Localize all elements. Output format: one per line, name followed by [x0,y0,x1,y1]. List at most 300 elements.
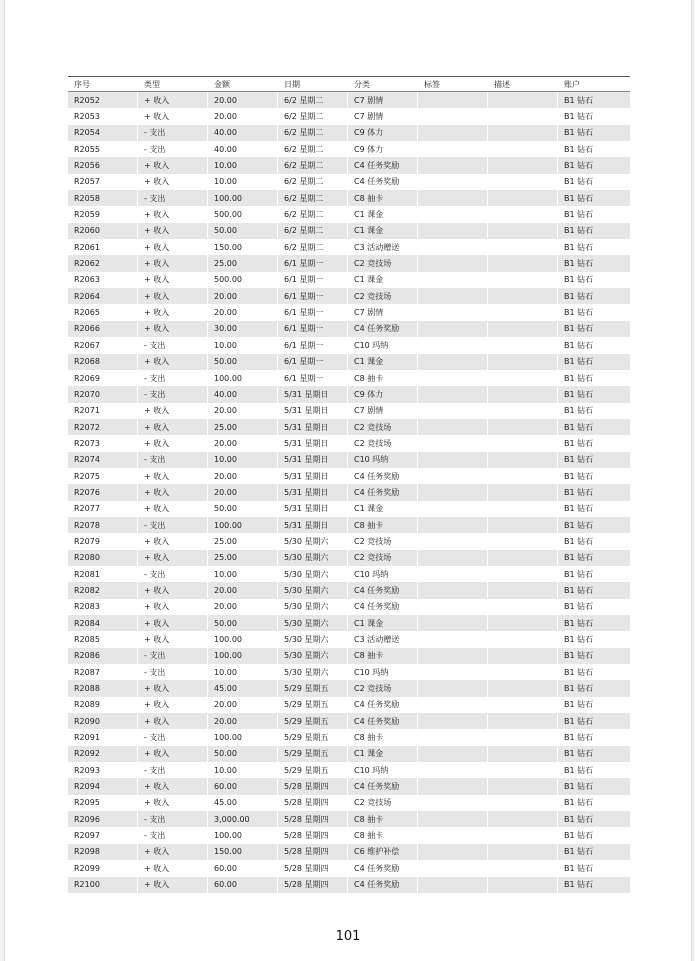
cell-category: C8 抽卡 [348,827,418,843]
table-row [68,386,630,402]
cell-id: R2069 [68,370,138,386]
table-row [68,403,630,419]
cell-account: B1 钻石 [558,288,630,304]
cell-date: 5/30 星期六 [278,550,348,566]
cell-id: R2088 [68,680,138,696]
cell-amount: 20.00 [208,403,278,419]
cell-tag [418,648,488,664]
cell-type: + 收入 [138,354,208,370]
cell-tag [418,337,488,353]
cell-tag [418,599,488,615]
cell-tag [418,877,488,893]
cell-amount: 50.00 [208,223,278,239]
cell-id: R2052 [68,92,138,108]
cell-account: B1 钻石 [558,778,630,794]
cell-tag [418,174,488,190]
cell-tag [418,746,488,762]
cell-category: C1 课金 [348,746,418,762]
cell-description [488,321,558,337]
cell-category: C8 抽卡 [348,729,418,745]
cell-account: B1 钻石 [564,765,594,775]
cell-type: + 收入 [138,550,208,566]
cell-description [488,582,558,598]
cell-id: R2080 [68,550,138,566]
cell-category: C4 任务奖励 [348,860,418,876]
cell-category: C10 玛纳 [348,664,418,680]
cell-tag [418,762,488,778]
cell-account: B1 钻石 [558,877,630,893]
cell-date: 6/1 星期一 [278,272,348,288]
cell-date: 6/2 星期二 [278,239,348,255]
cell-amount: 20.00 [208,435,278,451]
cell-type: + 收入 [138,435,208,451]
header-tag: 标签 [424,79,440,89]
cell-account: B1 钻石 [558,713,630,729]
cell-description [488,452,558,468]
cell-account: B1 钻石 [564,438,594,448]
cell-account: B1 钻石 [564,308,594,318]
cell-tag [418,435,488,451]
cell-account: B1 钻石 [564,831,594,841]
cell-id: R2086 [68,648,138,664]
table-row [68,108,630,124]
cell-description [488,566,558,582]
cell-category: C4 任务奖励 [348,582,418,598]
cell-type: + 收入 [138,697,208,713]
cell-description [488,125,558,141]
table-row [68,272,630,288]
cell-id: R2094 [68,778,138,794]
cell-account: B1 钻石 [564,471,594,481]
cell-id: R2095 [68,795,138,811]
cell-type: + 收入 [138,272,208,288]
cell-id: R2055 [68,141,138,157]
cell-account: B1 钻石 [564,569,594,579]
cell-account: B1 钻石 [558,190,630,206]
cell-tag [418,844,488,860]
cell-date: 5/28 星期四 [278,844,348,860]
cell-account: B1 钻石 [558,386,630,402]
cell-date: 6/2 星期二 [278,125,348,141]
cell-date: 5/31 星期日 [278,517,348,533]
cell-tag [418,729,488,745]
cell-id: R2100 [68,877,138,893]
cell-tag [418,141,488,157]
cell-date: 5/30 星期六 [278,566,348,582]
cell-amount: 50.00 [208,746,278,762]
cell-date: 6/2 星期二 [278,223,348,239]
cell-category: C1 课金 [348,354,418,370]
cell-category: C8 抽卡 [348,648,418,664]
cell-description [488,239,558,255]
cell-id: R2070 [68,386,138,402]
cell-amount: 30.00 [208,321,278,337]
cell-type: - 支出 [138,386,208,402]
cell-id: R2077 [68,501,138,517]
cell-account: B1 钻石 [564,340,594,350]
cell-tag [418,566,488,582]
cell-type: + 收入 [138,778,208,794]
cell-account: B1 钻石 [564,798,594,808]
cell-category: C9 体力 [348,386,418,402]
table-row [68,206,630,222]
table-row [68,157,630,173]
header-account: 账户 [564,79,580,89]
cell-id: R2083 [68,599,138,615]
table-row [68,517,630,533]
cell-account: B1 钻石 [558,680,630,696]
cell-account: B1 钻石 [564,275,594,285]
cell-description [488,108,558,124]
table-row [68,337,630,353]
cell-amount: 100.00 [208,370,278,386]
cell-date: 5/29 星期五 [278,729,348,745]
cell-category: C1 课金 [348,206,418,222]
cell-account: B1 钻石 [558,615,630,631]
cell-account: B1 钻石 [564,504,594,514]
cell-id: R2073 [68,435,138,451]
cell-category: C2 竞技场 [348,680,418,696]
cell-account: B1 钻石 [558,92,630,108]
table-row [68,174,630,190]
cell-amount: 45.00 [208,795,278,811]
cell-amount: 100.00 [208,729,278,745]
cell-account: B1 钻石 [564,635,594,645]
cell-type: + 收入 [138,746,208,762]
cell-type: + 收入 [138,403,208,419]
cell-description [488,811,558,827]
cell-tag [418,272,488,288]
table-row [68,713,630,729]
cell-tag [418,157,488,173]
cell-date: 6/1 星期一 [278,337,348,353]
cell-date: 5/28 星期四 [278,827,348,843]
cell-type: - 支出 [138,141,208,157]
table-row [68,729,630,745]
cell-id: R2079 [68,533,138,549]
cell-category: C4 任务奖励 [348,599,418,615]
table-row [68,304,630,320]
cell-tag [418,321,488,337]
cell-id: R2059 [68,206,138,222]
cell-tag [418,550,488,566]
table-row [68,631,630,647]
cell-category: C6 维护补偿 [348,844,418,860]
cell-description [488,778,558,794]
cell-date: 6/2 星期二 [278,206,348,222]
cell-account: B1 钻石 [564,602,594,612]
cell-amount: 60.00 [208,860,278,876]
cell-date: 5/31 星期日 [278,484,348,500]
cell-id: R2089 [68,697,138,713]
table-row [68,827,630,843]
cell-date: 5/29 星期五 [278,762,348,778]
cell-id: R2092 [68,746,138,762]
cell-tag [418,860,488,876]
cell-description [488,190,558,206]
cell-id: R2082 [68,582,138,598]
cell-id: R2091 [68,729,138,745]
cell-id: R2075 [68,468,138,484]
cell-date: 6/1 星期一 [278,255,348,271]
cell-account: B1 钻石 [564,177,594,187]
cell-amount: 40.00 [208,386,278,402]
cell-category: C4 任务奖励 [348,157,418,173]
cell-id: R2074 [68,452,138,468]
cell-description [488,762,558,778]
table-row [68,125,630,141]
cell-tag [418,468,488,484]
cell-type: - 支出 [138,762,208,778]
table-row [68,141,630,157]
table-row [68,680,630,696]
cell-account: B1 钻石 [558,746,630,762]
cell-date: 5/28 星期四 [278,877,348,893]
cell-id: R2065 [68,304,138,320]
cell-tag [418,664,488,680]
cell-date: 5/30 星期六 [278,615,348,631]
cell-description [488,746,558,762]
cell-category: C7 剧情 [348,108,418,124]
header-amount: 金额 [214,79,230,89]
cell-account: B1 钻石 [564,373,594,383]
cell-description [488,435,558,451]
cell-date: 5/30 星期六 [278,648,348,664]
cell-tag [418,778,488,794]
table-row [68,550,630,566]
cell-account: B1 钻石 [558,811,630,827]
cell-type: + 收入 [138,92,208,108]
cell-id: R2081 [68,566,138,582]
table-row [68,566,630,582]
cell-date: 5/28 星期四 [278,811,348,827]
cell-tag [418,370,488,386]
cell-description [488,484,558,500]
cell-date: 5/31 星期日 [278,403,348,419]
cell-type: + 收入 [138,631,208,647]
cell-tag [418,403,488,419]
table-row [68,648,630,664]
cell-id: R2085 [68,631,138,647]
cell-type: - 支出 [138,648,208,664]
table-row [68,223,630,239]
cell-date: 5/31 星期日 [278,501,348,517]
cell-account: B1 钻石 [564,406,594,416]
cell-date: 5/29 星期五 [278,746,348,762]
cell-amount: 150.00 [208,239,278,255]
cell-id: R2096 [68,811,138,827]
cell-amount: 40.00 [208,125,278,141]
cell-type: + 收入 [138,239,208,255]
cell-description [488,92,558,108]
table-body [68,92,630,893]
header-description: 描述 [494,79,510,89]
cell-id: R2099 [68,860,138,876]
cell-account: B1 钻石 [564,733,594,743]
cell-amount: 10.00 [208,762,278,778]
cell-account: B1 钻石 [558,125,630,141]
cell-description [488,337,558,353]
cell-type: - 支出 [138,664,208,680]
cell-amount: 10.00 [208,157,278,173]
cell-date: 5/29 星期五 [278,713,348,729]
cell-tag [418,795,488,811]
cell-account: B1 钻石 [558,321,630,337]
cell-type: - 支出 [138,729,208,745]
cell-amount: 500.00 [208,206,278,222]
cell-type: + 收入 [138,108,208,124]
cell-type: + 收入 [138,157,208,173]
table-row [68,844,630,860]
cell-type: + 收入 [138,501,208,517]
cell-account: B1 钻石 [558,452,630,468]
cell-type: - 支出 [138,566,208,582]
cell-amount: 100.00 [208,648,278,664]
cell-category: C4 任务奖励 [348,697,418,713]
cell-category: C8 抽卡 [348,370,418,386]
cell-amount: 25.00 [208,550,278,566]
cell-amount: 20.00 [208,304,278,320]
header-date: 日期 [284,79,300,89]
cell-tag [418,386,488,402]
table-row [68,190,630,206]
table-row [68,468,630,484]
cell-category: C4 任务奖励 [348,321,418,337]
cell-type: + 收入 [138,599,208,615]
cell-type: - 支出 [138,190,208,206]
table-row [68,255,630,271]
cell-account: B1 钻石 [558,484,630,500]
cell-category: C10 玛纳 [348,337,418,353]
table-row [68,778,630,794]
cell-id: R2063 [68,272,138,288]
cell-amount: 45.00 [208,680,278,696]
cell-amount: 20.00 [208,92,278,108]
cell-account: B1 钻石 [558,517,630,533]
cell-account: B1 钻石 [564,536,594,546]
cell-amount: 50.00 [208,615,278,631]
cell-date: 6/1 星期一 [278,288,348,304]
cell-amount: 60.00 [208,877,278,893]
cell-account: B1 钻石 [564,242,594,252]
cell-tag [418,108,488,124]
table-row [68,370,630,386]
cell-id: R2054 [68,125,138,141]
table-row [68,321,630,337]
cell-category: C9 体力 [348,125,418,141]
cell-tag [418,484,488,500]
cell-category: C2 竞技场 [348,419,418,435]
cell-category: C4 任务奖励 [348,484,418,500]
table-row [68,239,630,255]
cell-amount: 40.00 [208,141,278,157]
cell-account: B1 钻石 [558,844,630,860]
document-page [4,0,692,961]
cell-description [488,664,558,680]
header-id: 序号 [74,79,90,89]
table-row [68,746,630,762]
cell-category: C8 抽卡 [348,811,418,827]
cell-tag [418,631,488,647]
cell-amount: 10.00 [208,664,278,680]
cell-description [488,827,558,843]
cell-category: C2 竞技场 [348,255,418,271]
cell-amount: 25.00 [208,255,278,271]
header-type: 类型 [144,79,160,89]
cell-tag [418,713,488,729]
cell-type: - 支出 [138,337,208,353]
table-row [68,664,630,680]
cell-description [488,370,558,386]
table-row [68,877,630,893]
cell-category: C2 竞技场 [348,288,418,304]
cell-description [488,468,558,484]
cell-id: R2084 [68,615,138,631]
cell-amount: 20.00 [208,484,278,500]
table-row [68,501,630,517]
cell-account: B1 钻石 [558,255,630,271]
cell-amount: 25.00 [208,533,278,549]
table-row [68,762,630,778]
cell-amount: 20.00 [208,288,278,304]
cell-amount: 3,000.00 [208,811,278,827]
cell-type: + 收入 [138,582,208,598]
cell-amount: 60.00 [208,778,278,794]
cell-id: R2087 [68,664,138,680]
cell-description [488,288,558,304]
cell-id: R2061 [68,239,138,255]
cell-date: 5/29 星期五 [278,680,348,696]
cell-description [488,631,558,647]
cell-id: R2068 [68,354,138,370]
cell-account: B1 钻石 [564,210,594,220]
cell-category: C7 剧情 [348,403,418,419]
table-row [68,860,630,876]
cell-tag [418,419,488,435]
cell-amount: 100.00 [208,517,278,533]
cell-amount: 500.00 [208,272,278,288]
table-row [68,697,630,713]
cell-tag [418,223,488,239]
cell-amount: 150.00 [208,844,278,860]
cell-id: R2093 [68,762,138,778]
cell-date: 5/28 星期四 [278,778,348,794]
cell-description [488,403,558,419]
cell-id: R2066 [68,321,138,337]
cell-account: B1 钻石 [558,354,630,370]
cell-id: R2053 [68,108,138,124]
cell-amount: 10.00 [208,566,278,582]
cell-amount: 100.00 [208,827,278,843]
cell-account: B1 钻石 [558,223,630,239]
cell-tag [418,452,488,468]
cell-date: 6/2 星期二 [278,190,348,206]
cell-type: + 收入 [138,174,208,190]
cell-date: 5/31 星期日 [278,468,348,484]
table-row [68,288,630,304]
cell-account: B1 钻石 [564,667,594,677]
cell-date: 5/31 星期日 [278,452,348,468]
cell-category: C4 任务奖励 [348,778,418,794]
cell-account: B1 钻石 [558,419,630,435]
cell-category: C1 课金 [348,223,418,239]
cell-date: 5/28 星期四 [278,860,348,876]
cell-id: R2064 [68,288,138,304]
cell-tag [418,190,488,206]
cell-account: B1 钻石 [558,550,630,566]
cell-date: 5/31 星期日 [278,435,348,451]
cell-amount: 20.00 [208,599,278,615]
